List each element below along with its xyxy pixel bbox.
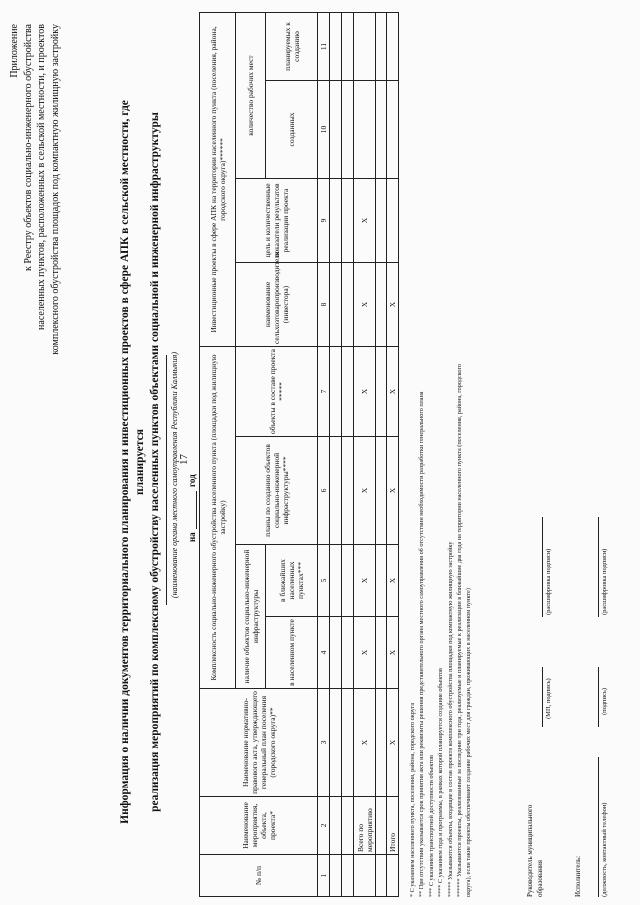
table-cell[interactable]	[330, 437, 342, 545]
table-cell[interactable]	[387, 179, 399, 263]
table-cell: Х	[354, 347, 376, 437]
header-complex: Комплексность социально-инженерного обустройства населенного пункта (площадки под жилищную застройку)	[200, 347, 236, 689]
table-row-total	[387, 12, 399, 896]
decode-caption: (расшифровка подписи)	[545, 548, 552, 615]
table-cell[interactable]	[376, 617, 387, 689]
municipal-name-line[interactable]	[166, 355, 167, 605]
header-nearby: в ближайших населенных пунктах***	[266, 545, 318, 617]
table-cell[interactable]	[342, 437, 354, 545]
appendix-heading: Приложение	[9, 24, 20, 78]
table-cell[interactable]	[376, 689, 387, 797]
table-cell[interactable]	[354, 81, 376, 179]
col-number: 11	[318, 12, 330, 80]
table-cell: Х	[354, 617, 376, 689]
year-label: год	[187, 474, 197, 487]
table-cell[interactable]	[342, 12, 354, 80]
col-number: 5	[318, 545, 330, 617]
table-row-subtotal	[354, 12, 376, 896]
header-goals: цель и количественные показатели результатов реализации проекта	[236, 179, 318, 263]
table-cell: Х	[387, 689, 399, 797]
table-cell[interactable]	[376, 179, 387, 263]
document-title	[118, 67, 163, 857]
col-number: 8	[318, 263, 330, 347]
table-cell: Х	[387, 545, 399, 617]
table-cell[interactable]	[342, 545, 354, 617]
table-cell: Х	[387, 347, 399, 437]
table-cell: Х	[354, 437, 376, 545]
signature-block	[518, 13, 638, 897]
header-act: Наименование нормативно-правового акта, утверждающего генеральный план поселения (городского округа)**	[200, 689, 318, 797]
position-phone-caption: (должность, контактный телефон)	[601, 802, 608, 897]
footnote: * С указанием населенного пункта, поселения, района, городского округа	[409, 702, 416, 897]
table-cell[interactable]	[342, 617, 354, 689]
header-availability: наличие объектов социально-инженерной инфраструктуры	[236, 545, 266, 689]
table-cell[interactable]	[354, 855, 376, 897]
footnotes	[408, 13, 474, 897]
executor-decode-line[interactable]	[598, 517, 599, 617]
table-cell: Х	[354, 179, 376, 263]
header-in-settlement: в населенном пункте	[266, 617, 318, 689]
table-row	[330, 12, 342, 896]
municipal-name-caption: (наименование органа местного самоуправления Республики Калмыкия)	[170, 351, 179, 599]
footnote: *** С указанием транспортной доступности объектов	[427, 755, 435, 897]
head-signature-line[interactable]	[542, 667, 543, 727]
table-cell[interactable]	[342, 179, 354, 263]
table-cell[interactable]	[330, 179, 342, 263]
table-row	[376, 12, 387, 896]
appendix-line: населенных пунктов, расположенных в сельской местности, и проектов	[36, 24, 48, 330]
table-cell[interactable]	[342, 855, 354, 897]
table-row	[342, 12, 354, 896]
table-cell[interactable]	[376, 545, 387, 617]
col-number: 2	[318, 797, 330, 855]
col-number: 9	[318, 179, 330, 263]
table-cell: Х	[354, 545, 376, 617]
title-line-2: реализация мероприятий по комплексному обустройству населенных пунктов объектами социальной и инженерной инфраструктуры	[149, 112, 161, 812]
table-cell[interactable]	[330, 855, 342, 897]
table-cell[interactable]	[376, 263, 387, 347]
table-cell[interactable]	[387, 12, 399, 80]
footnote: ** При отсутствии указывается срок принятия акта или реквизиты решения представительного органа местного самоуправления об отсутствии необходимости разработки генерального плана	[418, 391, 426, 897]
stamp-sign-caption: (МП, подпись)	[545, 678, 552, 719]
header-jobs-planned: планируемых к созданию	[266, 12, 318, 80]
table-cell: Х	[387, 263, 399, 347]
head-label-2: образования	[536, 860, 544, 897]
col-number: 7	[318, 347, 330, 437]
header-num: № п/п	[200, 855, 318, 897]
table-cell[interactable]	[330, 545, 342, 617]
footnote: ****** Указываются проекты, реализованные за последние три года, реализуемые и планируемые к реализации в ближайшие два года на территории населенного пункта (поселения, района, городского	[456, 364, 464, 897]
col-number: 10	[318, 81, 330, 179]
footnote: округа), если такие проекты обеспечивают создание рабочих мест для граждан, проживающих в населенном пункте)	[465, 588, 473, 897]
head-label: Руководитель муниципального	[526, 804, 534, 897]
table-cell[interactable]	[376, 347, 387, 437]
table-cell[interactable]	[376, 81, 387, 179]
year-field-line[interactable]	[196, 491, 197, 529]
table-cell[interactable]	[376, 12, 387, 80]
executor-position-line[interactable]	[598, 757, 599, 897]
table-cell[interactable]	[376, 855, 387, 897]
header-jobs: количество рабочих мест	[236, 12, 266, 178]
footnote: ***** Указываются объекты, входящие в состав проекта комплексного обустройства площадки под компактную жилищную застройку	[446, 541, 454, 897]
table-cell: Х	[387, 617, 399, 689]
table-cell[interactable]	[330, 81, 342, 179]
signature-caption: (подпись)	[601, 688, 608, 715]
table-cell: Х	[387, 437, 399, 545]
table-cell[interactable]	[376, 797, 387, 855]
table-cell[interactable]	[387, 855, 399, 897]
col-number: 3	[318, 689, 330, 797]
table-cell: Х	[354, 689, 376, 797]
table-cell[interactable]	[330, 263, 342, 347]
subtotal-label: Всего по мероприятию	[354, 797, 376, 855]
appendix-block	[8, 24, 62, 584]
table-cell[interactable]	[342, 81, 354, 179]
header-jobs-created: созданных	[266, 81, 318, 179]
table-cell[interactable]	[330, 797, 342, 855]
header-name: Наименование мероприятия, объекта, проекта*	[200, 797, 318, 855]
title-line-1: Информация о наличии документов территориального планирования и инвестиционных проектов в сфере АПК в сельской местности, где планируется	[119, 100, 146, 824]
table-cell[interactable]	[330, 689, 342, 797]
header-investor: наименование сельхозтоваропроизводителя (инвестора)	[236, 263, 318, 347]
header-plans: планы по созданию объектов социально-инженерной инфраструктуры****	[236, 437, 318, 545]
table-cell[interactable]	[330, 12, 342, 80]
total-label: Итого	[387, 797, 399, 855]
table-cell: Х	[354, 263, 376, 347]
appendix-line: комплексного обустройства площадок под компактную жилищную застройку	[49, 24, 61, 355]
decode-caption-2: (расшифровка подписи)	[601, 548, 608, 615]
footnote: **** С указанием года и программы, в рамках которой планируется создание объектов	[437, 668, 445, 897]
table-cell[interactable]	[342, 263, 354, 347]
col-number: 4	[318, 617, 330, 689]
page-number: 17	[178, 454, 190, 465]
table-cell[interactable]	[342, 347, 354, 437]
table-cell[interactable]	[387, 81, 399, 179]
info-table	[199, 12, 399, 897]
table-cell[interactable]	[376, 437, 387, 545]
appendix-line: к Реестру объектов социально-инженерного обустройства	[22, 24, 34, 271]
head-decode-line[interactable]	[542, 517, 543, 617]
table-cell[interactable]	[330, 617, 342, 689]
executor-signature-line[interactable]	[598, 667, 599, 727]
col-number: 6	[318, 437, 330, 545]
table-cell[interactable]	[342, 689, 354, 797]
header-objects: объекты в составе проекта *****	[236, 347, 318, 437]
table-cell[interactable]	[342, 797, 354, 855]
executor-label: Исполнитель:	[574, 855, 582, 897]
col-number: 1	[318, 855, 330, 897]
header-invest: Инвестиционные проекты в сфере АПК на территории населенного пункта (поселения, района, городского округа)******	[200, 12, 236, 346]
na-label: на	[187, 532, 197, 542]
table-cell[interactable]	[354, 12, 376, 80]
table-cell[interactable]	[330, 347, 342, 437]
